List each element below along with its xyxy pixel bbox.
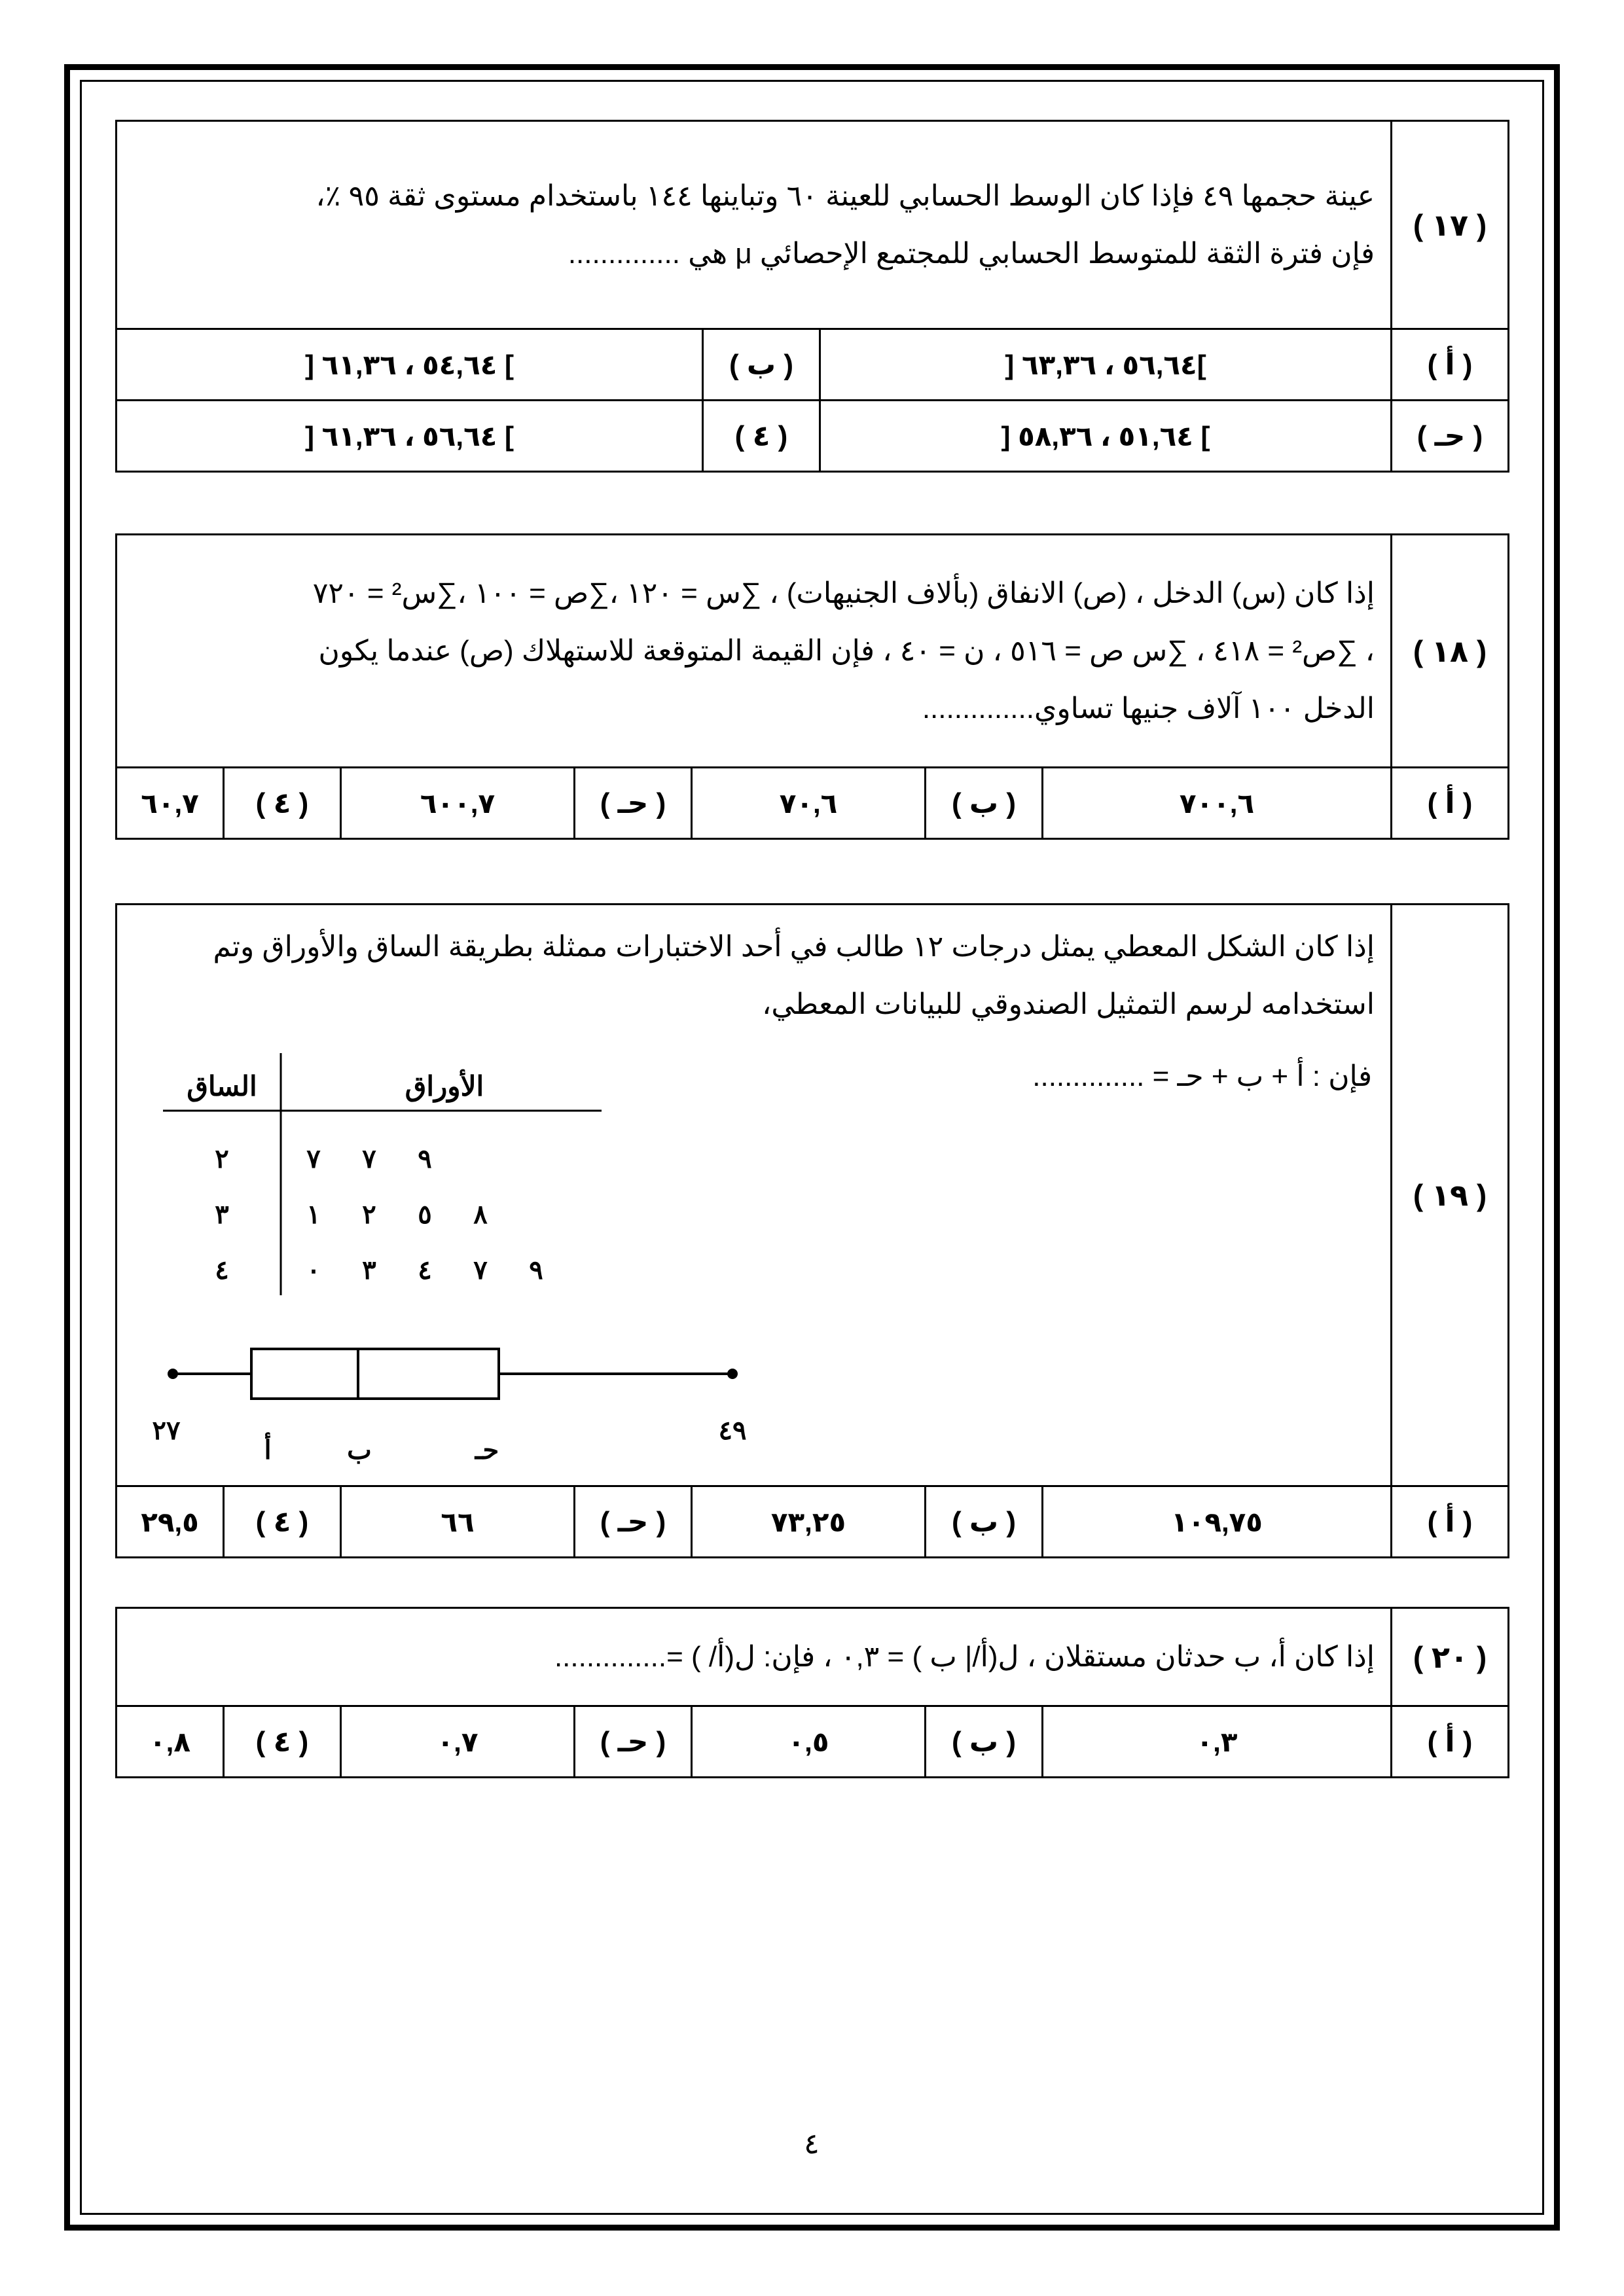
- stem-and-leaf-and-box-plot: [117, 1033, 772, 1485]
- leaf-value: ٧: [473, 1256, 488, 1285]
- option-d-value[interactable]: ٠,٨: [117, 1706, 224, 1778]
- option-d-value[interactable]: ٦٠,٧: [117, 768, 224, 839]
- option-a-label[interactable]: ( أ ): [1392, 329, 1509, 401]
- question-line: إذا كان (س) الدخل ، (ص) الانفاق (بألاف الجنيهات) ، ∑س = ١٢٠ ،∑ص = ١٠٠ ،∑س² = ٧٢٠: [312, 577, 1375, 609]
- page-number: ٤: [804, 2128, 820, 2160]
- option-c-label[interactable]: ( حـ ): [575, 768, 692, 839]
- question-line: إذا كان أ، ب حدثان مستقلان ، ل(أ/| ب ) = ٠,٣ ، فإن: ل(أ/ ) =..............: [554, 1640, 1375, 1673]
- option-d-value[interactable]: ] ٥٦,٦٤ ، ٦١,٣٦ [: [117, 401, 703, 472]
- question-line: استخدامه لرسم التمثيل الصندوقي للبيانات المعطي،: [762, 988, 1375, 1020]
- option-c-value[interactable]: ٦٦: [341, 1486, 575, 1558]
- option-a-value[interactable]: ١٠٩,٧٥: [1043, 1486, 1392, 1558]
- leaves-header: الأوراق: [405, 1071, 484, 1102]
- option-b-value[interactable]: ٧٣,٢٥: [692, 1486, 926, 1558]
- question-text: [117, 535, 1392, 768]
- leaf-value: ٢: [362, 1200, 376, 1229]
- option-b-label[interactable]: ( ب ): [926, 1706, 1043, 1778]
- option-b-value[interactable]: ٠,٥: [692, 1706, 926, 1778]
- box-plot-label: ب: [347, 1436, 372, 1465]
- box-plot-label: ٤٩: [718, 1416, 747, 1445]
- leaf-value: ٤: [418, 1256, 432, 1285]
- question-line: فإن فترة الثقة للمتوسط الحسابي للمجتمع الإحصائي μ هي ..............: [568, 237, 1375, 270]
- option-d-value[interactable]: ٢٩,٥: [117, 1486, 224, 1558]
- option-b-label[interactable]: ( ب ): [926, 768, 1043, 839]
- question-line: فإن : أ + ب + حـ = ..............: [1032, 1060, 1372, 1092]
- option-c-value[interactable]: ٠,٧: [341, 1706, 575, 1778]
- box-plot-label: أ: [264, 1436, 272, 1465]
- question-line: عينة حجمها ٤٩ فإذا كان الوسط الحسابي للعينة ٦٠ وتباينها ١٤٤ باستخدام مستوى ثقة ٩٥ ٪،: [316, 179, 1375, 212]
- question-18: [115, 533, 1509, 840]
- leaf-value: ٧: [306, 1145, 321, 1174]
- question-number: ( ٢٠ ): [1392, 1608, 1509, 1706]
- question-line: إذا كان الشكل المعطي يمثل درجات ١٢ طالب في أحد الاختبارات ممثلة بطريقة الساق والأوراق وتم: [213, 931, 1375, 963]
- stem-value: ٤: [215, 1256, 229, 1285]
- leaf-value: ٠: [306, 1256, 321, 1285]
- leaf-value: ٩: [418, 1145, 432, 1174]
- option-a-label[interactable]: ( أ ): [1392, 1706, 1509, 1778]
- leaf-value: ٥: [418, 1200, 432, 1229]
- option-c-label[interactable]: ( حـ ): [575, 1706, 692, 1778]
- option-d-label[interactable]: ( ٤ ): [224, 1486, 341, 1558]
- option-c-label[interactable]: ( حـ ): [1392, 401, 1509, 472]
- question-text: [117, 1608, 1392, 1706]
- leaf-value: ٨: [473, 1200, 488, 1229]
- option-b-value[interactable]: ٧٠,٦: [692, 768, 926, 839]
- question-19: [115, 903, 1509, 1558]
- box-plot-label: حـ: [475, 1436, 499, 1465]
- option-d-label[interactable]: ( ٤ ): [703, 401, 820, 472]
- option-c-label[interactable]: ( حـ ): [575, 1486, 692, 1558]
- question-20: [115, 1607, 1509, 1778]
- stem-value: ٣: [215, 1200, 229, 1229]
- stem-header: الساق: [187, 1071, 257, 1102]
- option-b-label[interactable]: ( ب ): [703, 329, 820, 401]
- leaf-value: ٧: [362, 1145, 376, 1174]
- box-plot-min-point: [168, 1369, 178, 1379]
- stem-value: ٢: [215, 1145, 229, 1174]
- box-plot-box: [251, 1349, 499, 1399]
- option-d-label[interactable]: ( ٤ ): [224, 768, 341, 839]
- leaf-value: ٩: [529, 1256, 543, 1285]
- question-line: الدخل ١٠٠ آلاف جنيها تساوي..............: [922, 692, 1375, 725]
- option-c-value[interactable]: ] ٥١,٦٤ ، ٥٨,٣٦ [: [820, 401, 1392, 472]
- option-a-value[interactable]: ٧٠٠,٦: [1043, 768, 1392, 839]
- question-17: [115, 120, 1509, 473]
- box-plot-label: ٢٧: [152, 1416, 181, 1445]
- option-b-value[interactable]: ] ٥٤,٦٤ ، ٦١,٣٦ [: [117, 329, 703, 401]
- option-d-label[interactable]: ( ٤ ): [224, 1706, 341, 1778]
- option-a-value[interactable]: ٠,٣: [1043, 1706, 1392, 1778]
- leaf-value: ٣: [362, 1256, 376, 1285]
- option-a-value[interactable]: ]٥٦,٦٤ ، ٦٣,٣٦ [: [820, 329, 1392, 401]
- box-plot-max-point: [727, 1369, 738, 1379]
- option-a-label[interactable]: ( أ ): [1392, 768, 1509, 839]
- question-number: ( ١٨ ): [1392, 535, 1509, 768]
- option-a-label[interactable]: ( أ ): [1392, 1486, 1509, 1558]
- question-line: ، ∑ص² = ٤١٨ ، ∑س ص = ٥١٦ ، ن = ٤٠ ، فإن القيمة المتوقعة للاستهلاك (ص) عندما يكون: [318, 634, 1375, 667]
- question-text: [117, 905, 1392, 1486]
- option-b-label[interactable]: ( ب ): [926, 1486, 1043, 1558]
- leaf-value: ١: [306, 1200, 321, 1229]
- question-text: [117, 121, 1392, 329]
- option-c-value[interactable]: ٦٠٠,٧: [341, 768, 575, 839]
- question-number: ( ١٩ ): [1392, 905, 1509, 1486]
- question-number: ( ١٧ ): [1392, 121, 1509, 329]
